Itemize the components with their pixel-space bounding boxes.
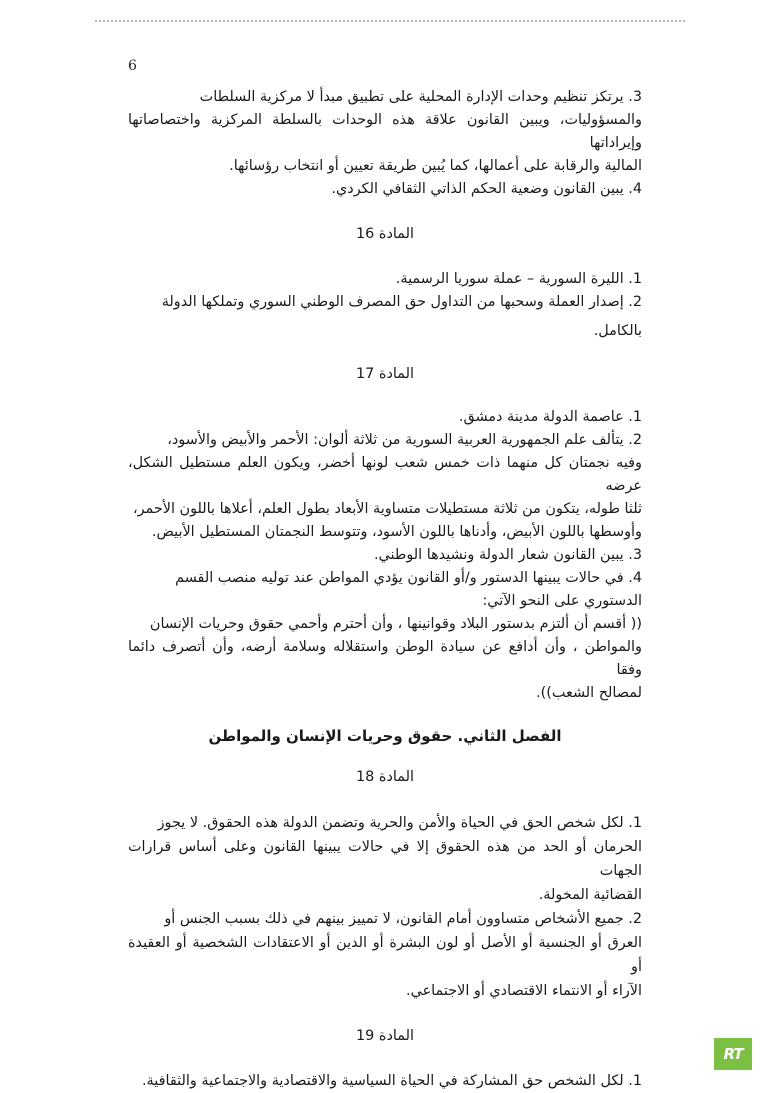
- text-line: لمصالح الشعب)).: [536, 685, 642, 701]
- text-line: 2. جميع الأشخاص متساوون أمام القانون، لا تمييز بينهم في ذلك بسبب الجنس أو: [164, 911, 642, 927]
- text-line: 3. يرتكز تنظيم وحدات الإدارة المحلية على تطبيق مبدأ لا مركزية السلطات: [199, 89, 642, 105]
- text-line: وأوسطها باللون الأبيض، وأدناها باللون الأسود، وتتوسط النجمتان المستطيل الأبيض.: [151, 524, 642, 540]
- text-line: 1. الليرة السورية – عملة سوريا الرسمية.: [395, 271, 642, 287]
- text-line: 3. يبين القانون شعار الدولة ونشيدها الوطني.: [373, 547, 642, 563]
- text-line: 4. يبين القانون وضعية الحكم الذاتي الثقافي الكردي.: [331, 181, 642, 197]
- article-heading: المادة 19: [356, 1028, 414, 1044]
- text-line: الحرمان أو الحد من هذه الحقوق إلا في حالات يبينها القانون وعلى أساس قرارات الجهات: [128, 839, 642, 879]
- document-body: [128, 86, 642, 1093]
- article-heading: المادة 17: [356, 366, 414, 382]
- text-line: بالكامل.: [593, 323, 642, 339]
- chapter-heading: الفصل الثاني. حقوق وحريات الإنسان والمواطن: [208, 727, 562, 745]
- paragraph-block: [128, 1070, 642, 1093]
- text-line: الآراء أو الانتماء الاقتصادي أو الاجتماعي.: [406, 983, 642, 999]
- text-line: القضائية المخولة.: [538, 887, 642, 903]
- text-line: 1. عاصمة الدولة مدينة دمشق.: [458, 409, 642, 425]
- rt-logo: RT: [714, 1038, 752, 1070]
- paragraph-block: [128, 268, 642, 343]
- text-line: والمواطن ، وأن أدافع عن سيادة الوطن واستقلاله وسلامة أرضه، وأن أتصرف دائما وفقا: [128, 639, 642, 678]
- page-number: 6: [128, 58, 137, 74]
- text-line: العرق أو الجنسية أو الأصل أو لون البشرة أو الدين أو الاعتقادات الشخصية أو العقيدة أو: [128, 935, 642, 975]
- paragraph-block: [128, 86, 642, 201]
- text-line: ثلثا طوله، يتكون من ثلاثة مستطيلات متساوية الأبعاد بطول العلم، أعلاها باللون الأحمر،: [132, 501, 642, 517]
- text-line: والمسؤوليات، ويبين القانون علاقة هذه الوحدات بالسلطة المركزية واختصاصاتها وإيراداتها: [128, 112, 642, 151]
- text-line: 4. في حالات يبينها الدستور و/أو القانون يؤدي المواطن عند توليه منصب القسم: [175, 570, 642, 586]
- text-line: المالية والرقابة على أعمالها، كما يُبين طريقة تعيين أو انتخاب رؤسائها.: [229, 158, 642, 174]
- paragraph-block: [128, 811, 642, 1003]
- text-line: (( أقسم أن ألتزم بدستور البلاد وقوانينها ، وأن أحترم وأحمي حقوق وحريات الإنسان: [149, 616, 642, 632]
- text-line: وفيه نجمتان كل منهما ذات خمس شعب لونها أخضر، ويكون العلم مستطيل الشكل، عرضه: [128, 455, 642, 494]
- text-line: الدستوري على النحو الآتي:: [482, 593, 642, 609]
- article-heading: المادة 18: [356, 769, 414, 785]
- text-line: 2. يتألف علم الجمهورية العربية السورية من ثلاثة ألوان: الأحمر والأبيض والأسود،: [167, 432, 642, 448]
- text-line: 2. إصدار العملة وسحبها من التداول حق المصرف الوطني السوري وتملكها الدولة: [161, 294, 642, 310]
- top-dotted-rule: [95, 20, 685, 22]
- paragraph-block: [128, 406, 642, 705]
- text-line: 1. لكل الشخص حق المشاركة في الحياة السياسية والاقتصادية والاجتماعية والثقافية.: [141, 1073, 642, 1089]
- text-line: 1. لكل شخص الحق في الحياة والأمن والحرية وتضمن الدولة هذه الحقوق. لا يجوز: [157, 815, 642, 831]
- article-heading: المادة 16: [356, 226, 414, 242]
